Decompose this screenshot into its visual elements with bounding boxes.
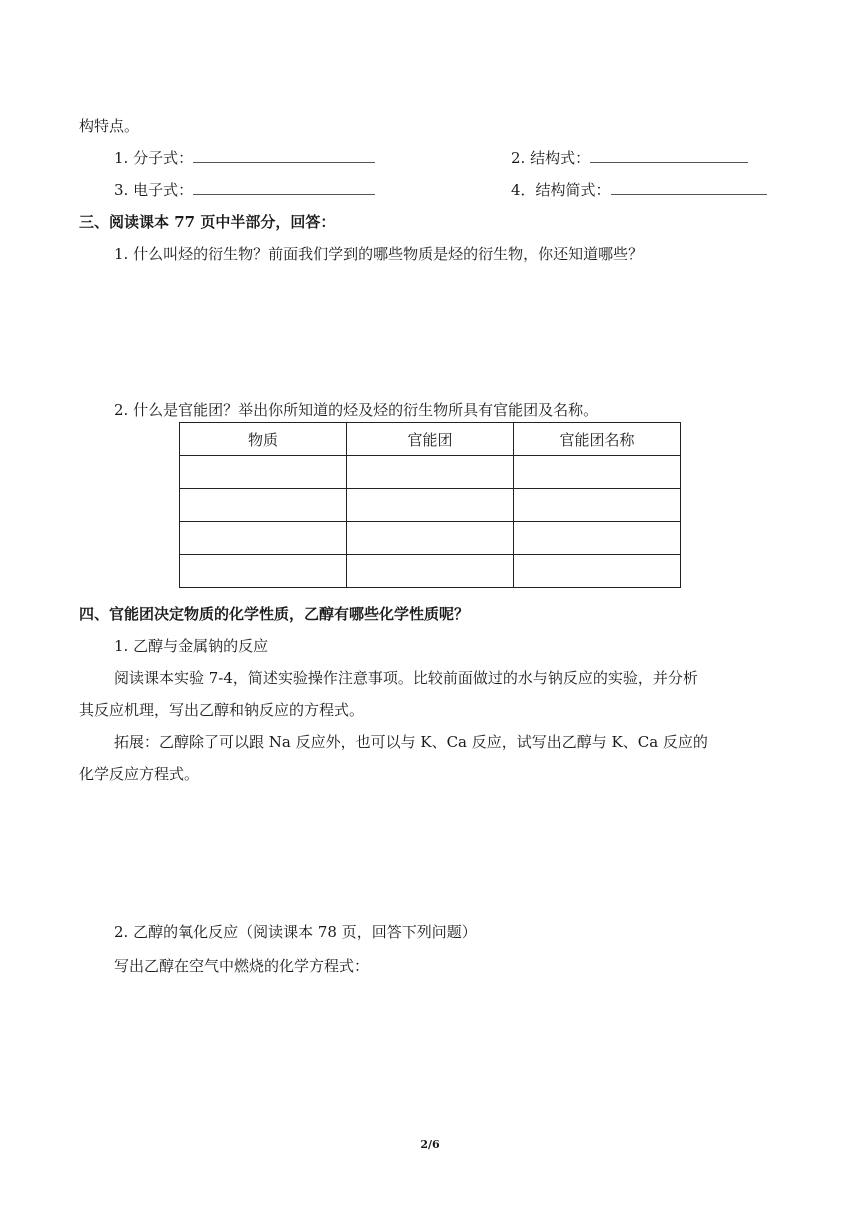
table-cell[interactable] xyxy=(514,456,681,489)
table-cell[interactable] xyxy=(347,522,514,555)
table-cell[interactable] xyxy=(180,522,347,555)
section4-item2-title: 2. 乙醇的氧化反应（阅读课本 78 页，回答下列问题） xyxy=(114,923,477,941)
table-cell[interactable] xyxy=(514,555,681,588)
condensed-formula-blank[interactable] xyxy=(611,180,767,195)
section3-question1: 1. 什么叫烃的衍生物？前面我们学到的哪些物质是烃的衍生物，你还知道哪些？ xyxy=(114,245,644,263)
section4-item1-paragraph1-line1: 阅读课本实验 7-4，简述实验操作注意事项。比较前面做过的水与钠反应的实验，并分析 xyxy=(114,669,698,687)
table-row xyxy=(180,522,681,555)
table-header-group-name: 官能团名称 xyxy=(514,423,681,456)
molecular-formula-field xyxy=(114,148,375,168)
condensed-formula-field xyxy=(511,180,767,200)
table-cell[interactable] xyxy=(347,456,514,489)
table-cell[interactable] xyxy=(180,555,347,588)
structural-formula-blank[interactable] xyxy=(590,148,748,163)
table-cell[interactable] xyxy=(514,489,681,522)
section4-item1-paragraph1-line2: 其反应机理，写出乙醇和钠反应的方程式。 xyxy=(79,701,365,719)
section4-item2-paragraph: 写出乙醇在空气中燃烧的化学方程式： xyxy=(114,957,370,975)
intro-tail: 构特点。 xyxy=(79,117,140,135)
page-number: 2/6 xyxy=(420,1138,440,1151)
electron-formula-field xyxy=(114,180,375,200)
table-row xyxy=(180,489,681,522)
section3-question2: 2. 什么是官能团？举出你所知道的烃及烃的衍生物所具有官能团及名称。 xyxy=(114,401,599,419)
table-header-row xyxy=(180,423,681,456)
table-cell[interactable] xyxy=(514,522,681,555)
condensed-formula-label: 4．结构简式： xyxy=(511,181,611,199)
table-row xyxy=(180,555,681,588)
electron-formula-label: 3. 电子式： xyxy=(114,181,194,199)
section4-item1-paragraph2-line2: 化学反应方程式。 xyxy=(79,765,200,783)
molecular-formula-label: 1. 分子式： xyxy=(114,149,194,167)
table-cell[interactable] xyxy=(347,489,514,522)
electron-formula-blank[interactable] xyxy=(193,180,375,195)
structural-formula-label: 2. 结构式： xyxy=(511,149,591,167)
functional-group-table xyxy=(179,422,681,588)
section4-heading: 四、官能团决定物质的化学性质，乙醇有哪些化学性质呢？ xyxy=(79,605,470,623)
section4-item1-paragraph2-line1: 拓展：乙醇除了可以跟 Na 反应外，也可以与 K、Ca 反应，试写出乙醇与 K、Ca 反应的 xyxy=(114,733,708,751)
table-header-substance: 物质 xyxy=(180,423,347,456)
table-cell[interactable] xyxy=(180,456,347,489)
table-header-functional-group: 官能团 xyxy=(347,423,514,456)
section3-heading: 三、阅读课本 77 页中半部分，回答： xyxy=(79,213,336,231)
structural-formula-field xyxy=(511,148,748,168)
table-cell[interactable] xyxy=(347,555,514,588)
section4-item1-title: 1. 乙醇与金属钠的反应 xyxy=(114,637,269,655)
table-cell[interactable] xyxy=(180,489,347,522)
molecular-formula-blank[interactable] xyxy=(193,148,375,163)
table-row xyxy=(180,456,681,489)
